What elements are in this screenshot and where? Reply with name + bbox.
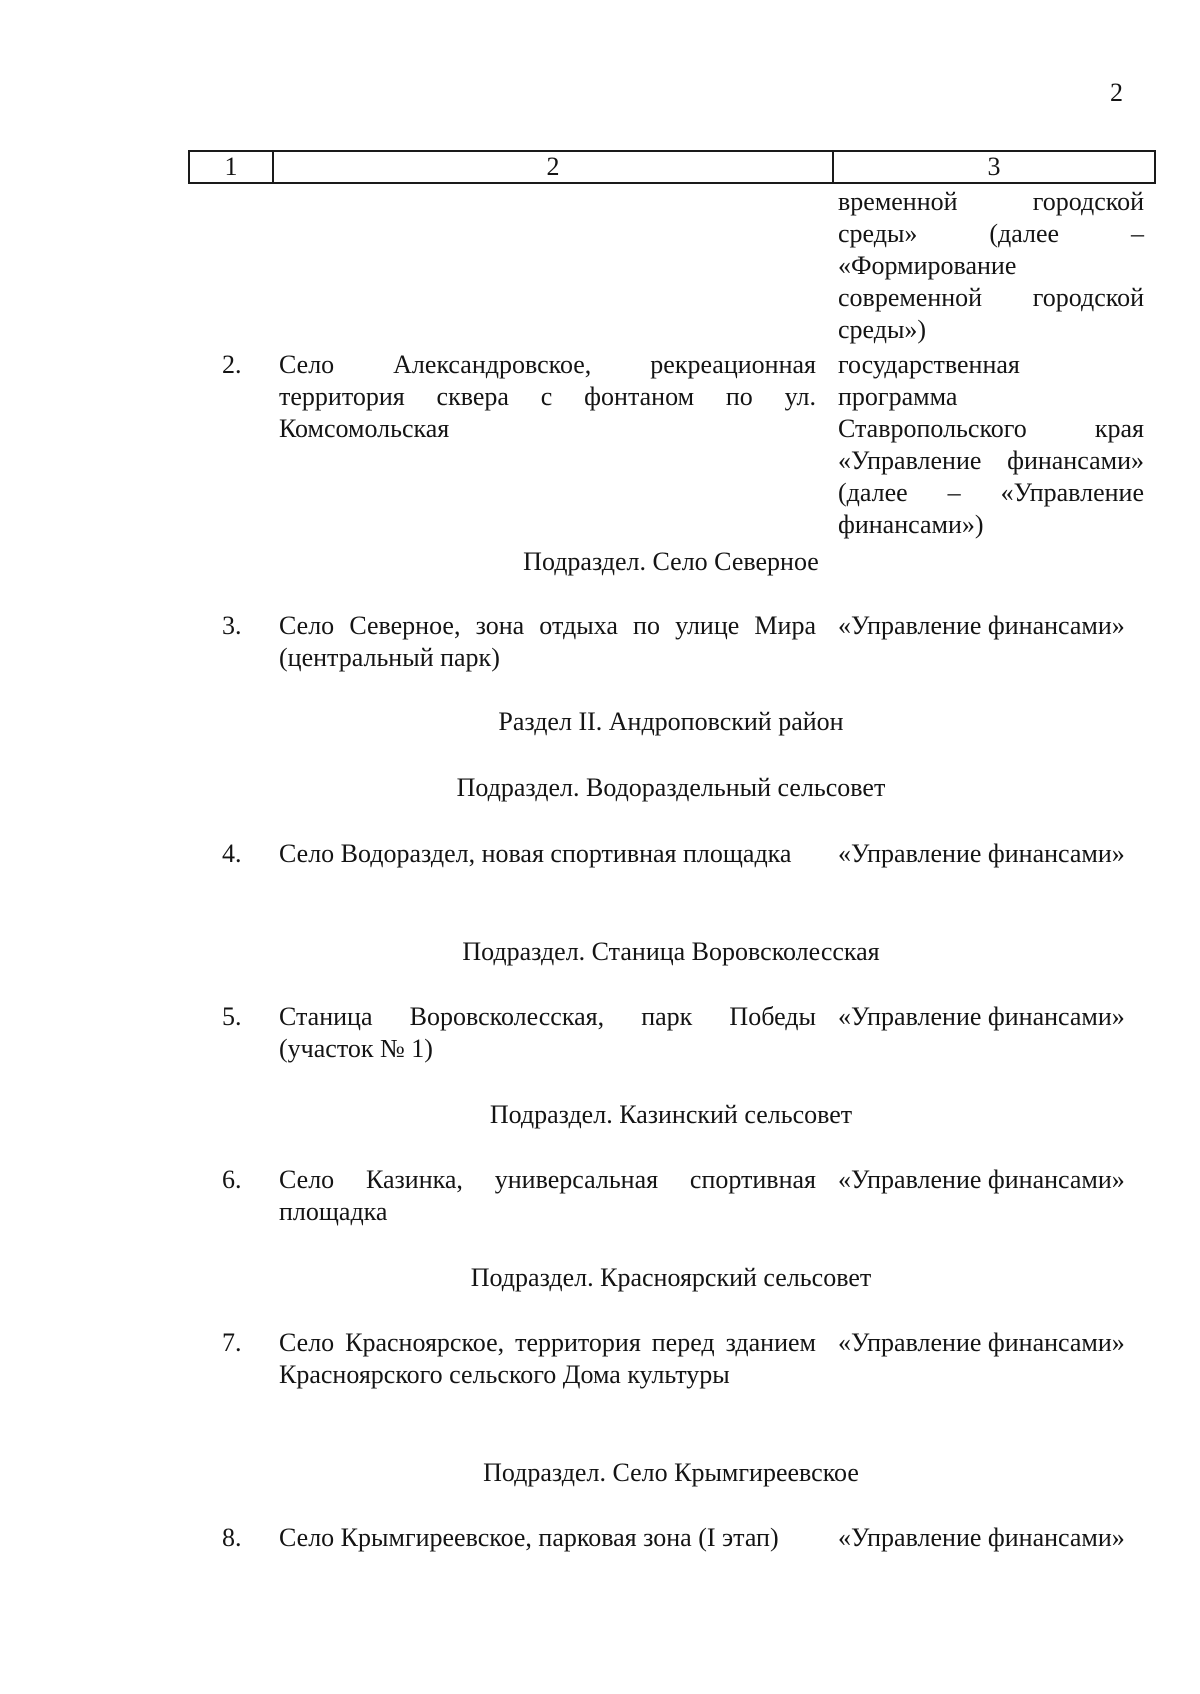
row-number: 6. — [222, 1165, 242, 1194]
program-text: «Управление финансами» — [838, 1165, 1125, 1194]
object-description: Село Крымгиреевское, парковая зона (I этап) — [279, 1523, 779, 1552]
object-description: Село Красноярское, территория перед зданием Красноярского сельского Дома культуры — [279, 1328, 816, 1389]
program-text: «Управление финансами» — [838, 839, 1125, 868]
table-column-header — [188, 150, 1156, 184]
program-text: «Управление финансами» — [838, 1002, 1125, 1031]
program-text: государственная программа Ставропольского края «Управление финансами» (далее – «Управление финансами») — [838, 350, 1144, 539]
column-number-1: 1 — [189, 151, 273, 183]
subsection-heading: Подраздел. Красноярский сельсовет — [470, 1263, 872, 1292]
subsection-heading: Подраздел. Село Северное — [523, 547, 819, 576]
object-description: Село Александровское, рекреационная территория сквера с фонтаном по ул. Комсомольская — [279, 350, 816, 443]
row-number: 7. — [222, 1328, 242, 1357]
program-text: временной городской среды» (далее – «Формирование современной городской среды») — [838, 187, 1144, 344]
program-text: «Управление финансами» — [838, 611, 1125, 640]
column-number-2: 2 — [273, 151, 833, 183]
row-number: 4. — [222, 839, 242, 868]
subsection-heading: Подраздел. Казинский сельсовет — [489, 1100, 853, 1129]
subsection-heading: Подраздел. Водораздельный сельсовет — [456, 773, 886, 802]
row-number: 8. — [222, 1523, 242, 1552]
column-number-3: 3 — [833, 151, 1155, 183]
row-number: 3. — [222, 611, 242, 640]
row-number: 5. — [222, 1002, 242, 1031]
subsection-heading: Подраздел. Село Крымгиреевское — [483, 1458, 859, 1487]
row-number: 2. — [222, 350, 242, 379]
program-text: «Управление финансами» — [838, 1328, 1125, 1357]
program-text: «Управление финансами» — [838, 1523, 1125, 1552]
section-heading: Раздел II. Андроповский район — [498, 707, 844, 736]
object-description: Село Водораздел, новая спортивная площадка — [279, 839, 792, 868]
object-description: Село Северное, зона отдыха по улице Мира (центральный парк) — [279, 611, 816, 672]
object-description: Станица Воровсколесская, парк Победы (участок № 1) — [279, 1002, 816, 1063]
page-number: 2 — [1110, 78, 1123, 107]
object-description: Село Казинка, универсальная спортивная площадка — [279, 1165, 816, 1226]
subsection-heading: Подраздел. Станица Воровсколесская — [462, 937, 880, 966]
